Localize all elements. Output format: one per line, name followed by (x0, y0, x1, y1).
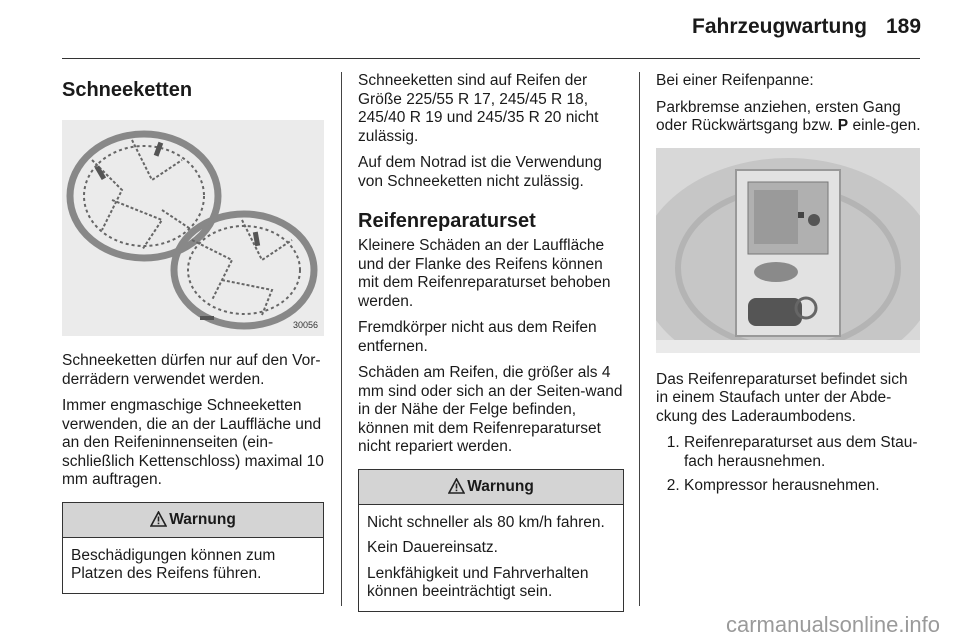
warning-label: Warnung (169, 510, 236, 528)
warning-text: Kein Dauereinsatz. (367, 539, 498, 556)
section-title-schneeketten: Schneeketten (62, 79, 193, 101)
warning-text: Lenkfähigkeit und Fahrverhalten können beeinträchtigt sein. (367, 564, 589, 600)
paragraph: Bei einer Reifenpanne: (656, 72, 814, 89)
list-item: 2. Kompressor herausnehmen. (684, 477, 922, 496)
paragraph: Schäden am Reifen, die größer als 4 mm sind oder sich an der Seiten-wand in der Nähe der Felge befinden, können mit dem Reifenreparaturset nicht repariert werden. (358, 364, 623, 455)
list-item: 1. Reifenreparaturset aus dem Stau-fach herausnehmen. (684, 434, 922, 471)
warning-header (359, 470, 623, 505)
column-divider (639, 72, 640, 606)
warning-box (358, 469, 624, 612)
paragraph (656, 99, 922, 136)
paragraph: Schneeketten dürfen nur auf den Vor-derrädern verwendet werden. (62, 352, 321, 388)
warning-triangle-icon (448, 473, 465, 507)
snow-chains-illustration (62, 120, 324, 336)
tyre-repair-kit-photo (656, 148, 920, 353)
paragraph: Kleinere Schäden an der Lauffläche und der Flanke des Reifens können mit dem Reifenreparaturset behoben werden. (358, 237, 611, 310)
warning-body (359, 505, 623, 611)
paragraph: Schneeketten sind auf Reifen der Größe 225/55 R 17, 245/45 R 18, 245/40 R 19 und 245/35 R 20 nicht zulässig. (358, 72, 599, 145)
text-run: Parkbremse anziehen, ersten Gang oder Rückwärtsgang bzw. (656, 98, 901, 134)
paragraph: Fremdkörper nicht aus dem Reifen entfernen. (358, 319, 597, 355)
column-1 (62, 72, 324, 594)
paragraph: Immer engmaschige Schneeketten verwenden, die an der Lauffläche und an den Reifeninnenseiten (ein-schließlich Kettenschloss) maximal 10 mm auftragen. (62, 397, 324, 488)
column-3 (656, 72, 922, 502)
paragraph: Auf dem Notrad ist die Verwendung von Schneeketten nicht zulässig. (358, 154, 602, 190)
snow-chains-drawing (62, 120, 324, 336)
warning-header (63, 503, 323, 538)
warning-text: Nicht schneller als 80 km/h fahren. (367, 513, 605, 531)
paragraph: Das Reifenreparaturset befindet sich in einem Staufach unter der Abde-ckung des Laderaumbodens. (656, 370, 908, 425)
section-title-reifenreparaturset: Reifenreparaturset (358, 210, 536, 232)
header-divider (62, 58, 920, 59)
figure-number: 30056 (292, 319, 318, 330)
warning-body (63, 538, 323, 593)
warning-box (62, 502, 324, 594)
steps-list (656, 434, 922, 496)
gear-p-label: P (837, 117, 849, 134)
tyre-repair-kit-drawing (656, 148, 920, 353)
column-divider (341, 72, 342, 606)
warning-triangle-icon (150, 506, 167, 540)
text-run: einle-gen. (848, 117, 921, 134)
page-number: 189 (886, 15, 922, 38)
warning-label: Warnung (467, 477, 534, 495)
warning-text: Beschädigungen können zum Platzen des Reifens führen. (71, 546, 276, 582)
watermark: carmanualsonline.info (725, 612, 940, 637)
page-header-title: Fahrzeugwartung (692, 15, 868, 38)
column-2 (358, 72, 624, 612)
